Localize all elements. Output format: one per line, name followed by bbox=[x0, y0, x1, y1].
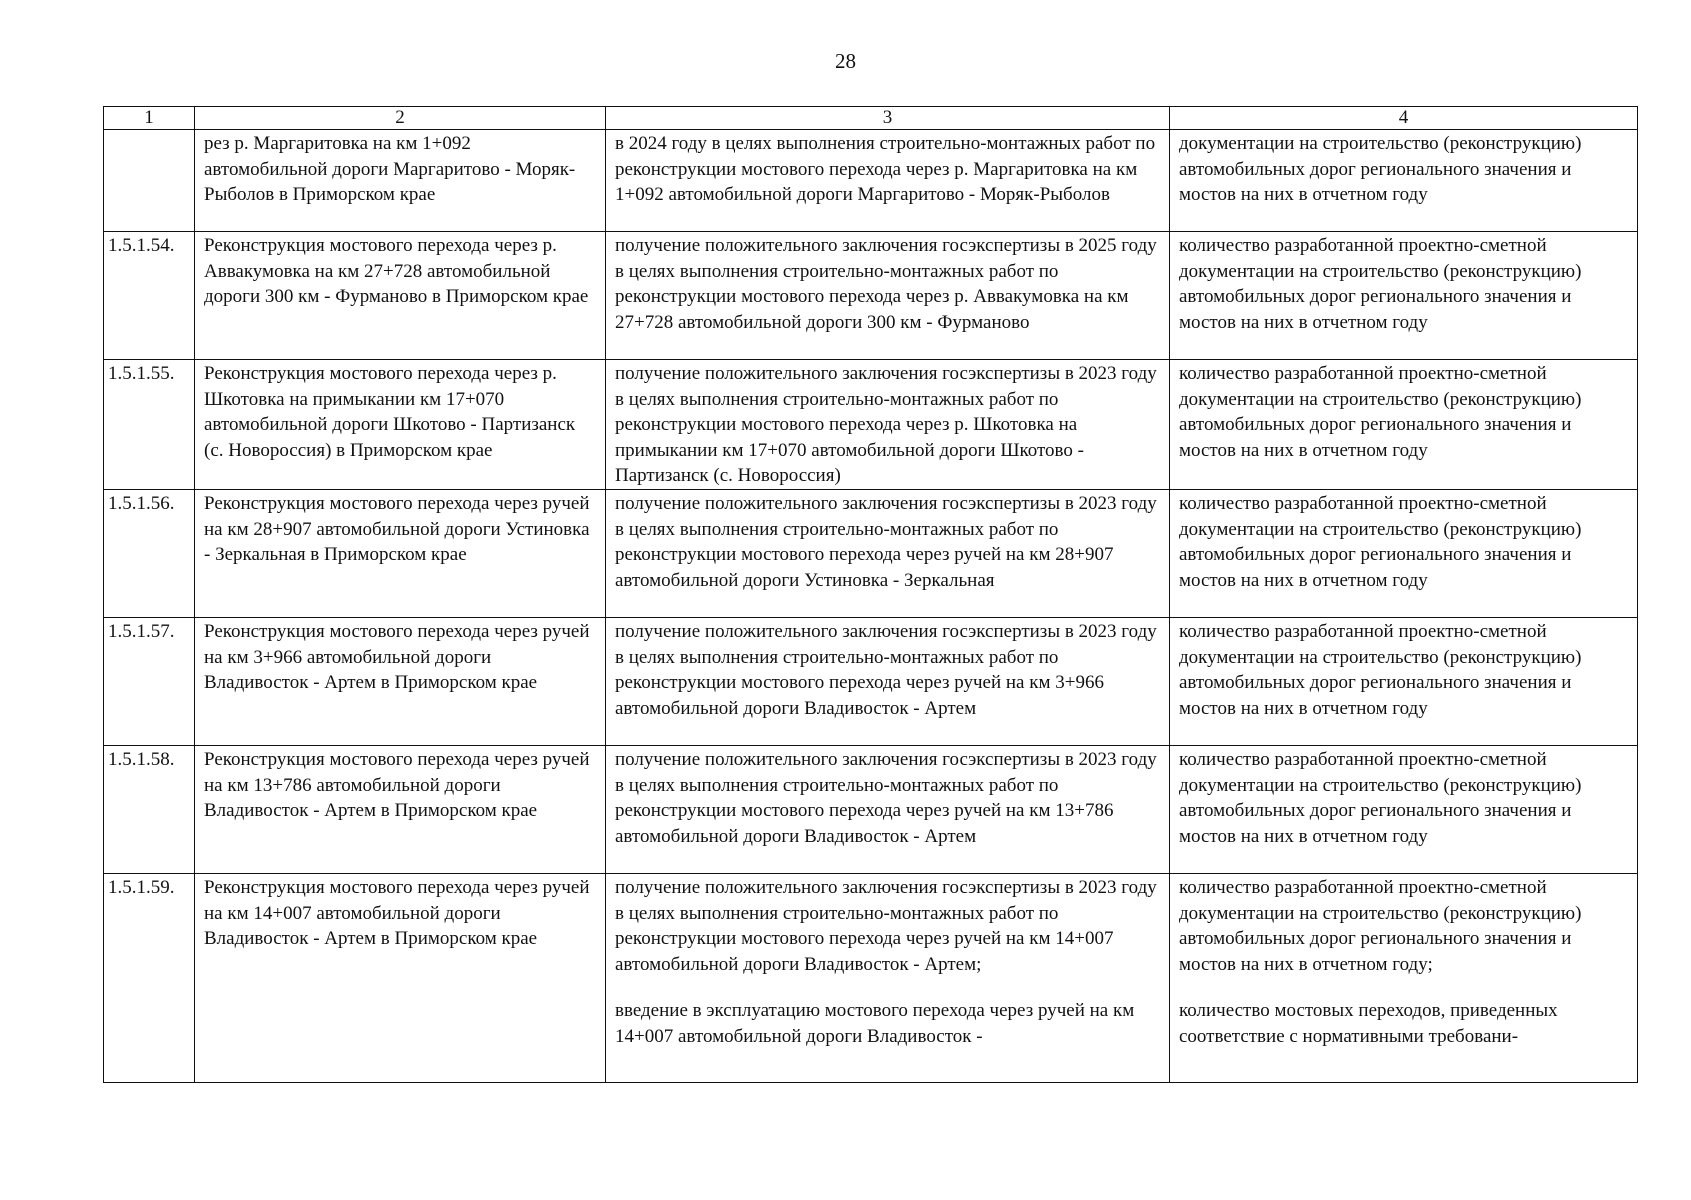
activity-name: Реконструкция мостового перехода через р. Шкотовка на примыкании км 17+070 автомобильной дороги Шкотово - Партизанск (с. Новороссия) в Приморском крае bbox=[195, 360, 606, 490]
paragraph-gap bbox=[615, 977, 1160, 998]
expected-result: получение положительного заключения госэкспертизы в 2023 году в целях выполнения строительно-монтажных работ по реконструкции мостового перехода через ручей на км 14+007 автомобильной дороги Владивосток - Артем; bbox=[615, 876, 1157, 975]
table-row bbox=[104, 232, 1638, 360]
row-number: 1.5.1.54. bbox=[104, 232, 195, 360]
column-header-3: 3 bbox=[606, 107, 1170, 130]
indicator: количество разработанной проектно-сметной документации на строительство (реконструкцию) автомобильных дорог регионального значения и мостов на них в отчетном году bbox=[1170, 745, 1638, 873]
activity-name: Реконструкция мостового перехода через ручей на км 28+907 автомобильной дороги Устиновка - Зеркальная в Приморском крае bbox=[195, 489, 606, 617]
activity-name: рез р. Маргаритовка на км 1+092 автомобильной дороги Маргаритово - Моряк-Рыболов в Приморском крае bbox=[195, 130, 606, 232]
column-header-4: 4 bbox=[1170, 107, 1638, 130]
table-row bbox=[104, 360, 1638, 490]
table-row bbox=[104, 745, 1638, 873]
activity-name: Реконструкция мостового перехода через ручей на км 13+786 автомобильной дороги Владивосток - Артем в Приморском крае bbox=[195, 745, 606, 873]
activity-name: Реконструкция мостового перехода через р. Аввакумовка на км 27+728 автомобильной дороги 300 км - Фурманово в Приморском крае bbox=[195, 232, 606, 360]
page-number: 28 bbox=[835, 49, 856, 73]
column-header-2: 2 bbox=[195, 107, 606, 130]
indicator: количество разработанной проектно-сметной документации на строительство (реконструкцию) автомобильных дорог регионального значения и мостов на них в отчетном году bbox=[1170, 617, 1638, 745]
activity-name: Реконструкция мостового перехода через ручей на км 14+007 автомобильной дороги Владивосток - Артем в Приморском крае bbox=[195, 873, 606, 1082]
expected-result: в 2024 году в целях выполнения строительно-монтажных работ по реконструкции мостового перехода через р. Маргаритовка на км 1+092 автомобильной дороги Маргаритово - Моряк-Рыболов bbox=[606, 130, 1170, 232]
table-row bbox=[104, 130, 1638, 232]
row-number: 1.5.1.59. bbox=[104, 873, 195, 1082]
table-header-row bbox=[104, 107, 1638, 130]
row-number: 1.5.1.57. bbox=[104, 617, 195, 745]
expected-result: получение положительного заключения госэкспертизы в 2023 году в целях выполнения строительно-монтажных работ по реконструкции мостового перехода через ручей на км 13+786 автомобильной дороги Владивосток - Артем bbox=[606, 745, 1170, 873]
column-header-1: 1 bbox=[104, 107, 195, 130]
expected-result: получение положительного заключения госэкспертизы в 2025 году в целях выполнения строительно-монтажных работ по реконструкции мостового перехода через р. Аввакумовка на км 27+728 автомобильной дороги 300 км - Фурманово bbox=[606, 232, 1170, 360]
expected-result: получение положительного заключения госэкспертизы в 2023 году в целях выполнения строительно-монтажных работ по реконструкции мостового перехода через ручей на км 28+907 автомобильной дороги Устиновка - Зеркальная bbox=[606, 489, 1170, 617]
table-row bbox=[104, 489, 1638, 617]
program-activities-table bbox=[103, 106, 1638, 1083]
row-number bbox=[104, 130, 195, 232]
table-row bbox=[104, 873, 1638, 1082]
indicator: количество разработанной проектно-сметной документации на строительство (реконструкцию) автомобильных дорог регионального значения и мостов на них в отчетном году bbox=[1170, 360, 1638, 490]
indicator: количество разработанной проектно-сметной документации на строительство (реконструкцию) автомобильных дорог регионального значения и мостов на них в отчетном году; bbox=[1179, 876, 1582, 975]
activity-name: Реконструкция мостового перехода через ручей на км 3+966 автомобильной дороги Владивосток - Артем в Приморском крае bbox=[195, 617, 606, 745]
indicator: количество разработанной проектно-сметной документации на строительство (реконструкцию) автомобильных дорог регионального значения и мостов на них в отчетном году bbox=[1170, 232, 1638, 360]
indicator-bridges: количество мостовых переходов, приведенных соответствие с нормативными требовани- bbox=[1179, 1000, 1558, 1047]
row-number: 1.5.1.55. bbox=[104, 360, 195, 490]
indicator: документации на строительство (реконструкцию) автомобильных дорог регионального значения и мостов на них в отчетном году bbox=[1170, 130, 1638, 232]
paragraph-gap bbox=[1179, 977, 1628, 998]
indicator-cell bbox=[1170, 873, 1638, 1082]
row-number: 1.5.1.58. bbox=[104, 745, 195, 873]
expected-result: получение положительного заключения госэкспертизы в 2023 году в целях выполнения строительно-монтажных работ по реконструкции мостового перехода через р. Шкотовка на примыкании км 17+070 автомобильной дороги Шкотово - Партизанск (с. Новороссия) bbox=[606, 360, 1170, 490]
expected-result-commissioning: введение в эксплуатацию мостового перехода через ручей на км 14+007 автомобильной дороги Владивосток - bbox=[615, 1000, 1135, 1047]
expected-result: получение положительного заключения госэкспертизы в 2023 году в целях выполнения строительно-монтажных работ по реконструкции мостового перехода через ручей на км 3+966 автомобильной дороги Владивосток - Артем bbox=[606, 617, 1170, 745]
table-row bbox=[104, 617, 1638, 745]
expected-result-cell bbox=[606, 873, 1170, 1082]
indicator: количество разработанной проектно-сметной документации на строительство (реконструкцию) автомобильных дорог регионального значения и мостов на них в отчетном году bbox=[1170, 489, 1638, 617]
row-number: 1.5.1.56. bbox=[104, 489, 195, 617]
